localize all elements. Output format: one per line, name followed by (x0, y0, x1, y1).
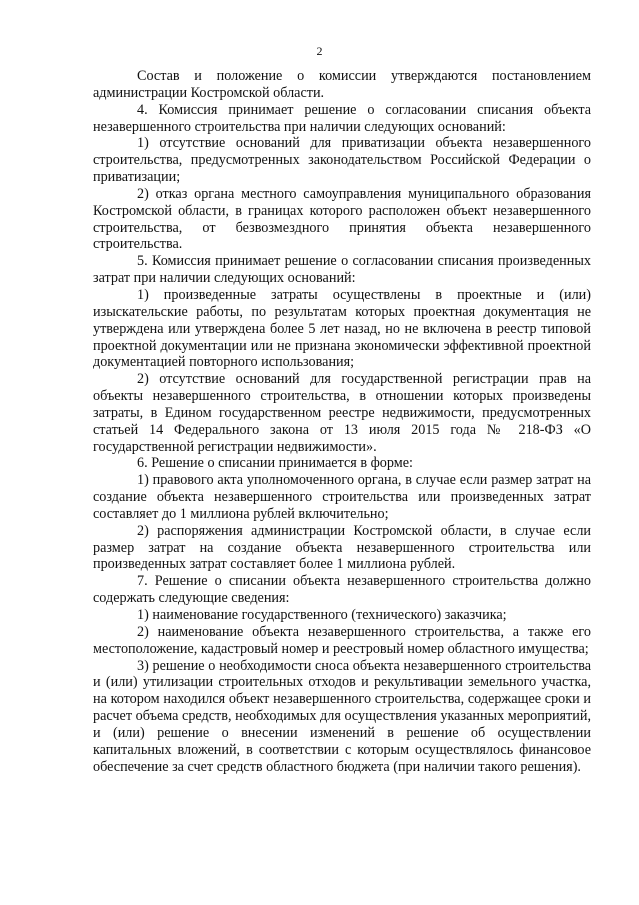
paragraph-item-4-1: 1) отсутствие оснований для приватизации объекта незавершенного строительства, предусмотренных законодательством Российской Федерации о приватизации; (93, 135, 591, 186)
paragraph-item-7: 7. Решение о списании объекта незавершенного строительства должно содержать следующие сведения: (93, 573, 591, 607)
paragraph-item-7-2: 2) наименование объекта незавершенного строительства, а также его местоположение, кадастровый номер и реестровый номер областного имущества; (93, 623, 591, 657)
paragraph-commission-composition: Состав и положение о комиссии утверждаются постановлением администрации Костромской области. (93, 68, 591, 101)
paragraph-item-6-1: 1) правового акта уполномоченного органа, в случае если размер затрат на создание объекта незавершенного строительства или произведенных затрат составляет до 1 миллиона рублей включительно; (93, 472, 591, 522)
paragraph-item-6: 6. Решение о списании принимается в форме: (137, 455, 413, 472)
page-number: 2 (316, 44, 323, 58)
paragraph-item-7-1: 1) наименование государственного (технического) заказчика; (137, 607, 507, 623)
paragraph-item-5: 5. Комиссия принимает решение о согласовании списания произведенных затрат при наличии следующих оснований: (93, 253, 591, 287)
paragraph-item-6-2: 2) распоряжения администрации Костромской области, в случае если размер затрат на создание объекта незавершенного строительства или произведенных затрат составляет более 1 миллиона рублей. (93, 522, 591, 573)
paragraph-item-7-3: 3) решение о необходимости сноса объекта незавершенного строительства и (или) утилизации строительных отходов и рекультивации земельного участка, на котором находился объект незавершенного строительства, содержащее сроки и расчет объема средств, необходимых для осуществления указанных мероприятий, и (или) решение о внесении изменений в решение об осуществлении капитальных вложений, в соответствии с которым осуществлялось финансовое обеспечение за счет средств областного бюджета (при наличии такого решения). (93, 657, 591, 775)
paragraph-item-4: 4. Комиссия принимает решение о согласовании списания объекта незавершенного строительства при наличии следующих оснований: (93, 101, 591, 135)
paragraph-item-4-2: 2) отказ органа местного самоуправления муниципального образования Костромской области, в границах которого расположен объект незавершенного строительства, от безвозмездного принятия объекта незавершенного строительства. (93, 185, 591, 253)
paragraph-item-5-1: 1) произведенные затраты осуществлены в проектные и (или) изыскательские работы, по результатам которых проектная документация не утверждена или утверждена более 5 лет назад, но не включена в реестр типовой проектной документации или не признана экономически эффективной проектной документацией повторного использования; (93, 286, 591, 371)
document-body (93, 68, 591, 775)
paragraph-item-5-2: 2) отсутствие оснований для государственной регистрации прав на объекты незавершенного строительства, в отношении которых произведены затраты, в Едином государственном реестре недвижимости, предусмотренных статьей 14 Федерального закона от 13 июля 2015 года № 218-ФЗ «О государственной регистрации недвижимости». (93, 371, 591, 455)
